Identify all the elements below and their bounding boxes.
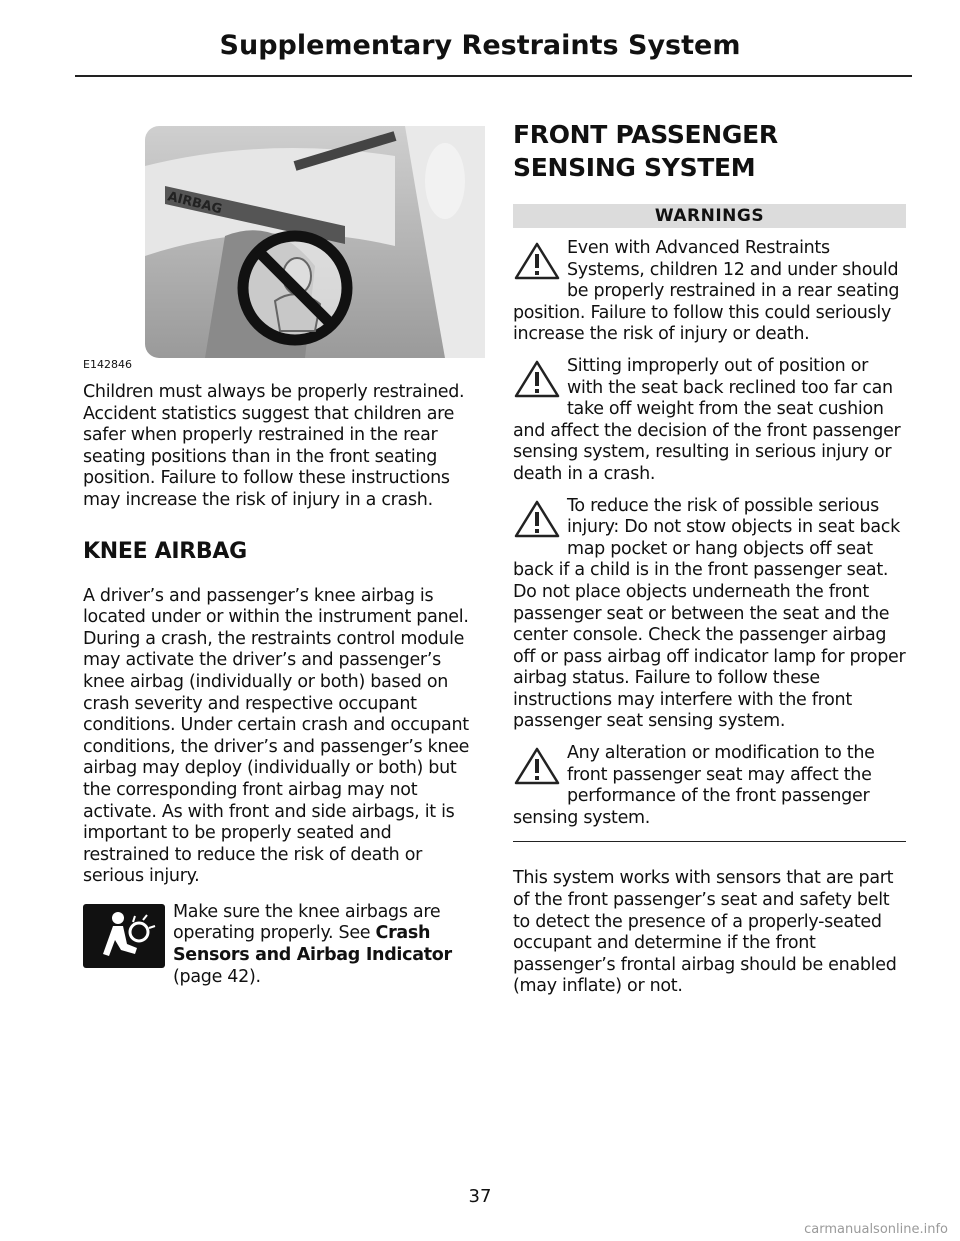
knee-note-page-ref: (page 42). xyxy=(173,966,261,987)
warning-text: Any alteration or modification to the front passenger seat may affect the performance of the front passenger sensing system. xyxy=(513,743,875,828)
knee-airbag-heading: KNEE AIRBAG xyxy=(83,538,247,564)
warning-triangle-icon xyxy=(513,359,561,399)
warning-triangle-icon xyxy=(513,241,561,281)
child-restraint-paragraph: Children must always be properly restrained. Accident statistics suggest that children are safer when properly restrained in the rear seating positions than in the front seating position. Failure to follow these instructions may increase the risk of injury in a crash. xyxy=(83,382,465,510)
header-divider xyxy=(75,75,912,77)
front-passenger-sensing-heading: FRONT PASSENGER SENSING SYSTEM xyxy=(513,120,778,182)
warnings-end-divider xyxy=(513,841,906,842)
warning-triangle-icon xyxy=(513,746,561,786)
warning-item xyxy=(513,238,906,346)
child-seat-figure xyxy=(83,120,478,382)
knee-airbag-paragraph: A driver’s and passenger’s knee airbag is located under or within the instrument panel. During a crash, the restraints control module may activate the driver’s and passenger’s knee airbag (individually or both) based on crash severity and respective occupant conditions. Under certain crash and occupant conditions, the driver’s and passenger’s knee airbag may deploy (individually or both) but the corresponding front airbag may not activate. As with front and side airbags, it is important to be properly seated and restrained to reduce the risk of death or serious injury. xyxy=(83,585,470,887)
warning-text: Sitting improperly out of position or with the seat back reclined too far can take off weight from the seat cushion and affect the decision of the front passenger sensing system, resulting in serious injury or death in a crash. xyxy=(513,355,901,484)
warning-text: To reduce the risk of possible serious injury: Do not stow objects in seat back map pocket or hang objects off seat back if a child is in the front passenger seat. Do not place objects underneath the front passenger seat or between the seat and the center console. Check the passenger airbag off or pass airbag off indicator lamp for proper airbag status. Failure to follow these instructions may interfere with the front passenger seat sensing system. xyxy=(513,495,906,732)
airbag-label-text: AIRBAG xyxy=(166,189,224,218)
page-number: 37 xyxy=(468,1186,492,1207)
figure-id: E142846 xyxy=(83,358,132,371)
warning-item xyxy=(513,496,906,734)
warning-item xyxy=(513,356,906,486)
knee-airbag-note xyxy=(83,902,478,988)
warning-item xyxy=(513,743,906,829)
page-header-title: Supplementary Restraints System xyxy=(219,30,741,61)
right-column xyxy=(513,118,906,998)
rear-facing-child-seat-prohibited-illustration xyxy=(145,126,485,358)
knee-note-text: Make sure the knee airbags are operating properly. See xyxy=(173,901,441,944)
crash-sensors-link[interactable]: Crash Sensors and Airbag Indicator xyxy=(173,923,452,966)
warnings-banner: WARNINGS xyxy=(513,204,906,228)
warning-text: Even with Advanced Restraints Systems, children 12 and under should be properly restrained in a rear seating position. Failure to follow this could seriously increase the risk of injury or death. xyxy=(513,238,900,345)
left-column xyxy=(83,120,478,988)
sensing-system-paragraph: This system works with sensors that are part of the front passenger’s seat and safety belt to detect the presence of a properly-seated occupant and determine if the front passenger’s frontal airbag should be enabled (may inflate) or not. xyxy=(513,868,897,997)
watermark: carmanualsonline.info xyxy=(804,1222,948,1237)
warning-triangle-icon xyxy=(513,499,561,539)
airbag-indicator-icon xyxy=(83,904,165,968)
